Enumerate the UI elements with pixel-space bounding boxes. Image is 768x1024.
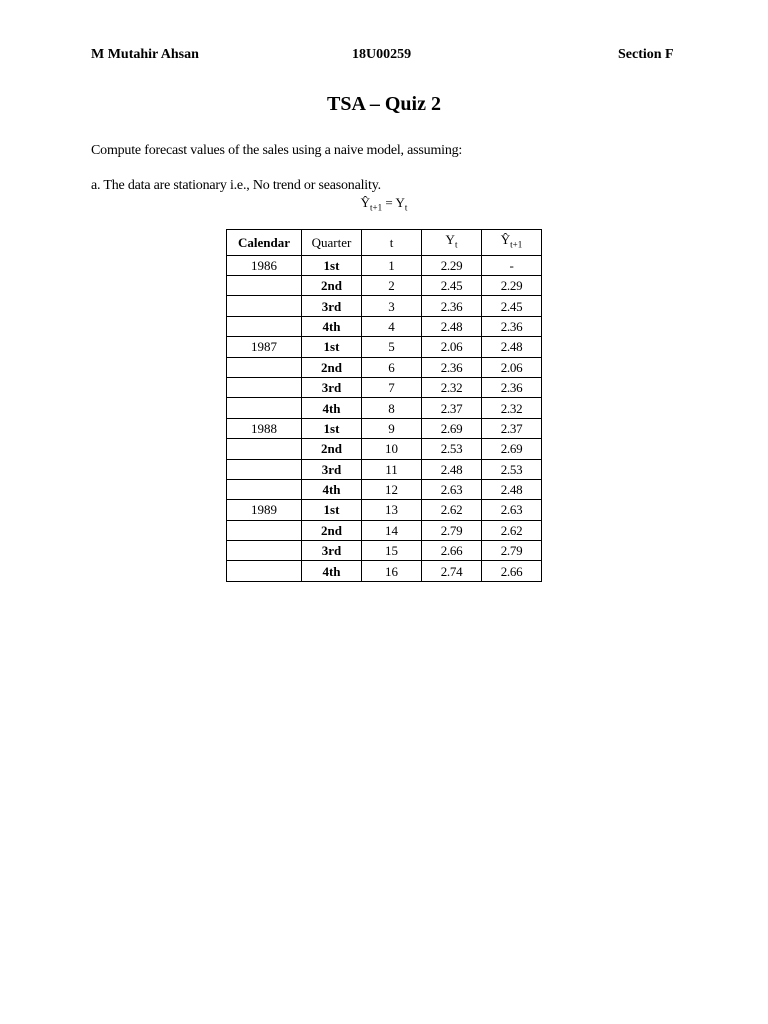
- cell-forecast: 2.36: [482, 377, 542, 397]
- part-a-text: a. The data are stationary i.e., No trend or seasonality.: [91, 178, 381, 193]
- cell-forecast: 2.45: [482, 296, 542, 316]
- formula-lhs: Ŷ: [360, 195, 371, 210]
- cell-actual: 2.36: [422, 296, 482, 316]
- table-row: [227, 541, 542, 561]
- cell-quarter: 3rd: [302, 296, 362, 316]
- cell-actual: 2.62: [422, 500, 482, 520]
- cell-forecast: 2.36: [482, 316, 542, 336]
- cell-year: 1988: [227, 418, 302, 438]
- cell-forecast: 2.06: [482, 357, 542, 377]
- cell-quarter: 1st: [302, 500, 362, 520]
- cell-quarter: 2nd: [302, 439, 362, 459]
- cell-t: 1: [362, 255, 422, 275]
- header-yhat: [482, 230, 542, 256]
- header-calendar: Calendar: [227, 230, 302, 256]
- header-yt: [422, 230, 482, 256]
- cell-quarter: 1st: [302, 418, 362, 438]
- cell-actual: 2.53: [422, 439, 482, 459]
- cell-t: 6: [362, 357, 422, 377]
- cell-quarter: 4th: [302, 479, 362, 499]
- cell-t: 10: [362, 439, 422, 459]
- cell-year: [227, 479, 302, 499]
- cell-actual: 2.36: [422, 357, 482, 377]
- cell-t: 11: [362, 459, 422, 479]
- cell-actual: 2.69: [422, 418, 482, 438]
- cell-forecast: 2.53: [482, 459, 542, 479]
- cell-year: [227, 520, 302, 540]
- cell-year: 1989: [227, 500, 302, 520]
- cell-quarter: 2nd: [302, 520, 362, 540]
- table-row: [227, 275, 542, 295]
- cell-actual: 2.66: [422, 541, 482, 561]
- cell-forecast: 2.37: [482, 418, 542, 438]
- table-row: [227, 377, 542, 397]
- header-yt-symbol: Y: [445, 232, 455, 247]
- header-t: t: [362, 230, 422, 256]
- cell-t: 16: [362, 561, 422, 581]
- cell-quarter: 3rd: [302, 459, 362, 479]
- cell-quarter: 2nd: [302, 357, 362, 377]
- table-row: [227, 520, 542, 540]
- cell-quarter: 1st: [302, 337, 362, 357]
- cell-forecast: 2.29: [482, 275, 542, 295]
- cell-forecast: 2.48: [482, 337, 542, 357]
- table-row: [227, 357, 542, 377]
- formula-rhs: = Y: [382, 195, 405, 210]
- cell-quarter: 3rd: [302, 377, 362, 397]
- cell-actual: 2.79: [422, 520, 482, 540]
- student-name: M Mutahir Ahsan: [91, 47, 199, 62]
- table-row: [227, 316, 542, 336]
- cell-actual: 2.32: [422, 377, 482, 397]
- cell-forecast: 2.69: [482, 439, 542, 459]
- cell-forecast: -: [482, 255, 542, 275]
- cell-t: 12: [362, 479, 422, 499]
- cell-actual: 2.63: [422, 479, 482, 499]
- header-quarter: Quarter: [302, 230, 362, 256]
- table-row: [227, 296, 542, 316]
- cell-year: [227, 296, 302, 316]
- cell-t: 8: [362, 398, 422, 418]
- cell-quarter: 4th: [302, 398, 362, 418]
- cell-t: 13: [362, 500, 422, 520]
- table-row: [227, 561, 542, 581]
- cell-t: 7: [362, 377, 422, 397]
- cell-quarter: 3rd: [302, 541, 362, 561]
- cell-t: 4: [362, 316, 422, 336]
- cell-forecast: 2.48: [482, 479, 542, 499]
- cell-actual: 2.29: [422, 255, 482, 275]
- cell-t: 3: [362, 296, 422, 316]
- cell-t: 9: [362, 418, 422, 438]
- cell-year: [227, 357, 302, 377]
- forecast-table: [226, 229, 542, 582]
- cell-quarter: 4th: [302, 316, 362, 336]
- naive-model-formula: [0, 195, 768, 213]
- table-row: [227, 418, 542, 438]
- table-row: [227, 337, 542, 357]
- cell-forecast: 2.79: [482, 541, 542, 561]
- cell-quarter: 2nd: [302, 275, 362, 295]
- cell-year: 1987: [227, 337, 302, 357]
- cell-actual: 2.45: [422, 275, 482, 295]
- cell-year: [227, 316, 302, 336]
- header-yhat-symbol: Ŷ: [500, 232, 511, 247]
- formula-lhs-subscript: t+1: [370, 202, 383, 213]
- table-header-row: [227, 230, 542, 256]
- cell-year: [227, 377, 302, 397]
- cell-year: [227, 439, 302, 459]
- cell-year: [227, 398, 302, 418]
- cell-t: 5: [362, 337, 422, 357]
- table-row: [227, 459, 542, 479]
- header-yt-subscript: t: [454, 239, 458, 250]
- header-yhat-subscript: t+1: [510, 239, 523, 250]
- cell-actual: 2.06: [422, 337, 482, 357]
- section-label: Section F: [618, 47, 674, 62]
- cell-forecast: 2.66: [482, 561, 542, 581]
- cell-actual: 2.37: [422, 398, 482, 418]
- cell-actual: 2.48: [422, 459, 482, 479]
- table-row: [227, 255, 542, 275]
- student-id: 18U00259: [352, 47, 412, 62]
- cell-forecast: 2.32: [482, 398, 542, 418]
- document-title: TSA – Quiz 2: [327, 93, 441, 115]
- cell-year: [227, 541, 302, 561]
- table-row: [227, 479, 542, 499]
- cell-quarter: 1st: [302, 255, 362, 275]
- table-row: [227, 398, 542, 418]
- instruction-text: Compute forecast values of the sales using a naive model, assuming:: [91, 143, 463, 158]
- cell-t: 15: [362, 541, 422, 561]
- table-body: [227, 255, 542, 581]
- cell-t: 14: [362, 520, 422, 540]
- cell-actual: 2.48: [422, 316, 482, 336]
- table-row: [227, 500, 542, 520]
- cell-quarter: 4th: [302, 561, 362, 581]
- cell-forecast: 2.62: [482, 520, 542, 540]
- cell-year: 1986: [227, 255, 302, 275]
- cell-t: 2: [362, 275, 422, 295]
- cell-actual: 2.74: [422, 561, 482, 581]
- document-header: [0, 47, 768, 67]
- cell-year: [227, 561, 302, 581]
- cell-forecast: 2.63: [482, 500, 542, 520]
- formula-rhs-subscript: t: [404, 202, 408, 213]
- cell-year: [227, 459, 302, 479]
- table-row: [227, 439, 542, 459]
- cell-year: [227, 275, 302, 295]
